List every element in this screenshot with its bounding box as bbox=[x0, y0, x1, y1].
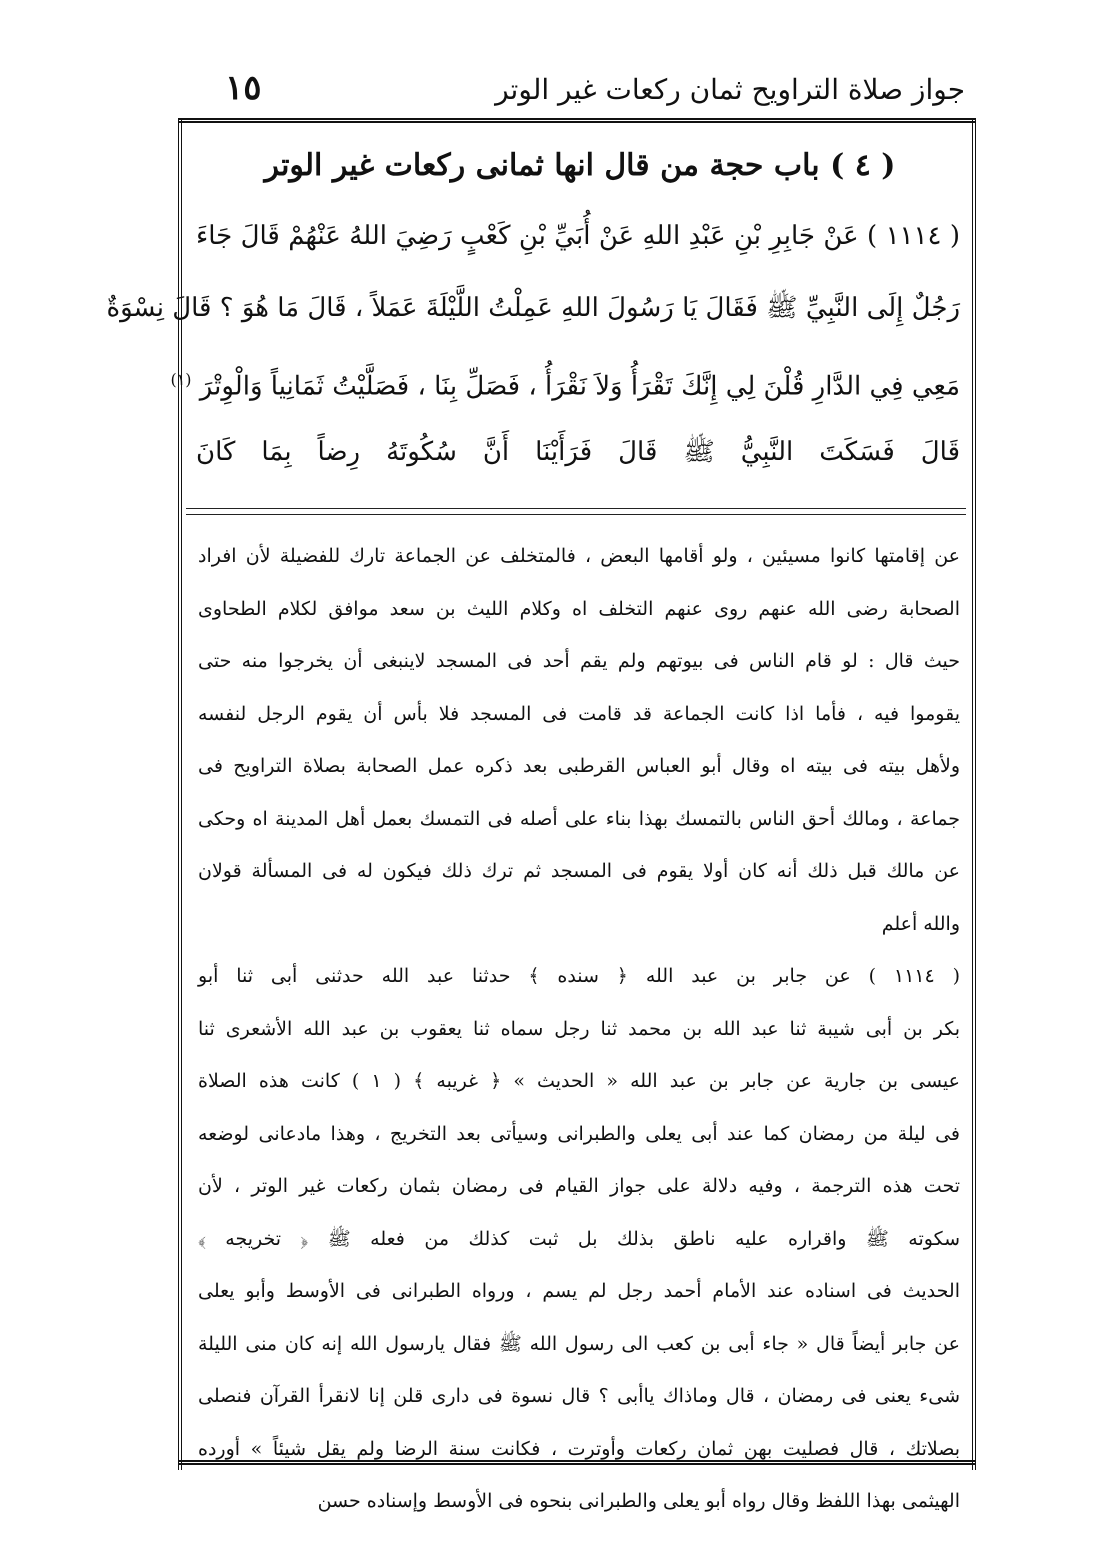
commentary-line: عن إقامتها كانوا مسيئين ، ولو أقامها البعض ، فالمتخلف عن الجماعة تارك للفضيلة لأن افراد bbox=[198, 545, 960, 567]
hadith-text bbox=[106, 200, 960, 488]
commentary-line: تحت هذه الترجمة ، وفيه دلالة على جواز القيام فى رمضان بثمان ركعات غير الوتر ، لأن bbox=[198, 1175, 960, 1197]
commentary-line: سكوته ﷺ واقراره عليه ناطق بذلك بل ثبت كذلك من فعله ﷺ ﴿ تخريجه ﴾ bbox=[198, 1227, 960, 1250]
hadith-line: قَالَ فَسَكَتَ النَّبِيُّ ﷺ قَالَ فَرَأَيْنَا أَنَّ سُكُوتَهُ رِضاً بِمَا كَانَ bbox=[196, 437, 960, 467]
commentary-line: الصحابة رضى الله عنهم روى عنهم التخلف اه وكلام الليث بن سعد موافق لكلام الطحاوى bbox=[198, 597, 960, 620]
commentary-line: عيسى بن جارية عن جابر بن عبد الله « الحديث » ﴿ غريبه ﴾ ( ١ ) كانت هذه الصلاة bbox=[198, 1070, 961, 1092]
commentary-text bbox=[198, 530, 960, 1528]
footnote-marker: (١) bbox=[170, 370, 192, 389]
chapter-heading: ( ٤ ) باب حجة من قال انها ثمانى ركعات غير الوتر bbox=[264, 148, 896, 183]
commentary-line: بصلاتك ، قال فصليت بهن ثمان ركعات وأوترت ، فكانت سنة الرضا ولم يقل شيئاً » أورده bbox=[198, 1437, 960, 1460]
section-divider-inner bbox=[186, 514, 966, 515]
commentary-line: شىء يعنى فى رمضان ، قال وماذاك ياأبى ؟ قال نسوة فى دارى قلن إنا لانقرأ القرآن فنصلى bbox=[198, 1385, 960, 1407]
hadith-line: ( ١١١٤ ) عَنْ جَابِرِ بْنِ عَبْدِ اللهِ عَنْ أُبَيِّ بْنِ كَعْبٍ رَضِيَ اللهُ عَنْهُمْ قَالَ جَاءَ bbox=[196, 221, 960, 251]
commentary-line: عن جابر أيضاً قال « جاء أبى بن كعب الى رسول الله ﷺ فقال يارسول الله إنه كان منى الليلة bbox=[198, 1332, 960, 1355]
running-header bbox=[185, 66, 965, 118]
hadith-line: رَجُلٌ إِلَى النَّبِيِّ ﷺ فَقَالَ يَا رَسُولَ اللهِ عَمِلْتُ اللَّيْلَةَ عَمَلاً ، قَالَ مَا هُوَ ؟ قَالَ نِسْوَةٌ bbox=[106, 293, 960, 323]
commentary-line: بكر بن أبى شيبة ثنا عبد الله بن محمد ثنا رجل سماه ثنا يعقوب بن عبد الله الأشعرى ثنا bbox=[198, 1017, 960, 1040]
commentary-line: جماعة ، ومالك أحق الناس بالتمسك بهذا بناء على أصله فى التمسك بعمل أهل المدينة اه وحكى bbox=[198, 807, 960, 830]
top-double-rule bbox=[178, 118, 976, 123]
commentary-line: ولأهل بيته فى بيته اه وقال أبو العباس القرطبى بعد ذكره عمل الصحابة بصلاة التراويح فى bbox=[198, 755, 960, 777]
page-number: ١٥ bbox=[225, 68, 262, 108]
hadith-line-text: مَعِي فِي الدَّارِ قُلْنَ لِي إِنَّكَ تَقْرَأُ وَلاَ نَقْرَأُ ، فَصَلِّ بِنَا ، فَصَلَّيْتُ ثَمَانِياً وَالْوِتْرَ bbox=[199, 371, 960, 402]
commentary-line: فى ليلة من رمضان كما عند أبى يعلى والطبرانى وسيأتى بعد التخريج ، وهذا مادعانى لوضعه bbox=[198, 1122, 960, 1145]
commentary-line: يقوموا فيه ، فأما اذا كانت الجماعة قد قامت فى المسجد فلا بأس أن يقوم الرجل لنفسه bbox=[198, 702, 960, 725]
commentary-line: الحديث فى اسناده عند الأمام أحمد رجل لم يسم ، ورواه الطبرانى فى الأوسط وأبو يعلى bbox=[198, 1280, 960, 1302]
commentary-line: حيث قال : لو قام الناس فى بيوتهم ولم يقم أحد فى المسجد لاينبغى أن يخرجوا منه حتى bbox=[198, 650, 960, 672]
commentary-line: ( ١١١٤ ) عن جابر بن عبد الله ﴿ سنده ﴾ حدثنا عبد الله حدثنى أبى ثنا أبو bbox=[198, 965, 960, 987]
commentary-line: والله أعلم bbox=[881, 912, 960, 935]
section-divider bbox=[186, 508, 966, 509]
running-title: جواز صلاة التراويح ثمان ركعات غير الوتر bbox=[495, 73, 965, 106]
hadith-line bbox=[170, 344, 960, 416]
commentary-line: الهيثمى بهذا اللفظ وقال رواه أبو يعلى والطبرانى بنحوه فى الأوسط وإسناده حسن bbox=[317, 1490, 960, 1512]
commentary-line: عن مالك قبل ذلك أنه كان أولا يقوم فى المسجد ثم ترك ذلك فيكون له فى المسألة قولان bbox=[198, 860, 960, 882]
